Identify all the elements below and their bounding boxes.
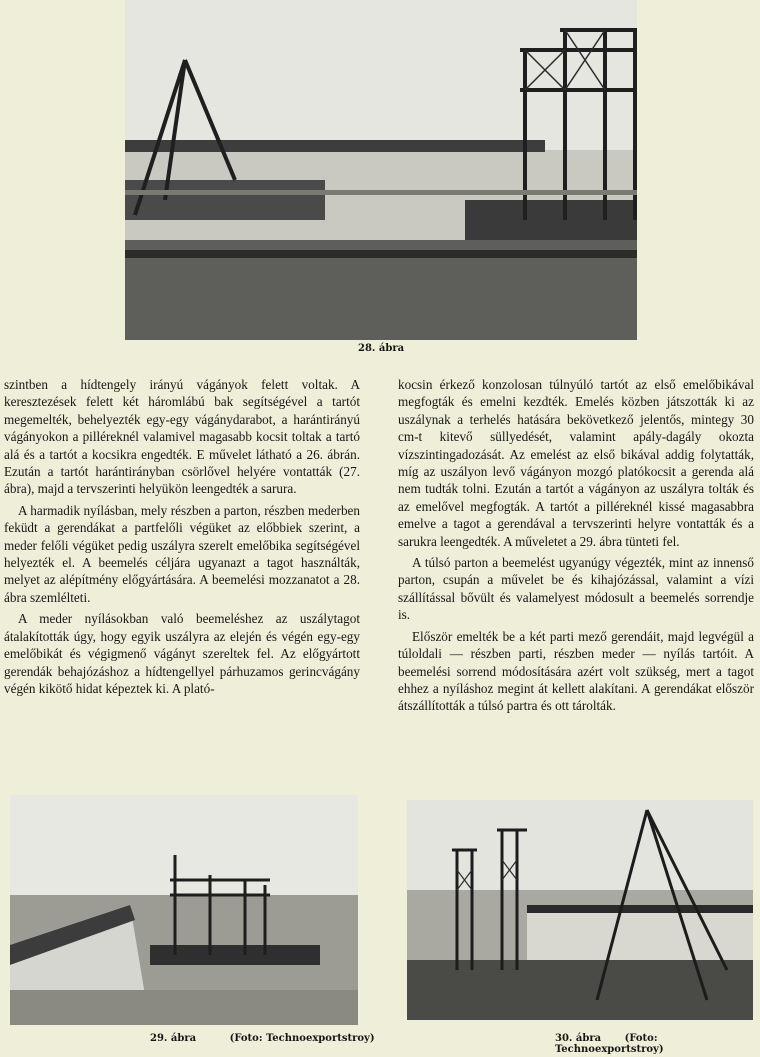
left-paragraph-1: szintben a hídtengely irányú vágányok felett voltak. A keresztezések felett két háromlábú bak segítségével a tartót megemelték, behelyezték egy-egy vágánydarabot, a harántirányú vágányokon a pilléreknél valamivel magasabb kocsit toltak a tartó alá és a tartót a kocsikra engedték. E művelet látható a 26. ábrán. Ezután a tartót harántirányban csörlővel helyére vontatták (27. ábra), majd a tervszerinti helyükön leengedték a sarura. [4,377,360,497]
right-text-column [398,376,754,715]
figure-30-caption [555,1033,760,1055]
left-text-column [4,376,360,697]
figure-29-caption [150,1033,375,1044]
figure-30-photo [407,800,753,1020]
figure-29-credit: (Foto: Technoexportstroy) [229,1033,375,1044]
figure-30-credit: (Foto: Technoexportstroy) [555,1033,664,1055]
figure-28-caption: 28. ábra [358,343,405,354]
figure-30-label: 30. ábra [555,1033,602,1044]
left-paragraph-3: A meder nyílásokban való beemeléshez az uszálytagot átalakították úgy, hogy egyik uszályra az elején és végén egy-egy emelőbikát és végigmenő vágányt szereltek fel. Az előgyártott gerendák behajózáshoz a hídtengellyel párhuzamos gerincvágány végén kikötő hidat képeztek ki. A plató- [4,611,360,696]
right-paragraph-3: Először emelték be a két parti mező gerendáit, majd legvégül a túloldali — részben parti, részben meder — nyílás tartóit. A beemelési sorrend módosítására azért volt szükség, mert a tagot ehhez a nyíláshoz megint át kellett alakítani. A gerendákat először átszállították a túlsó partra és ott tárolták. [398,628,754,714]
figure-29-label: 29. ábra [150,1033,197,1044]
figure-29-photo [10,795,358,1025]
right-paragraph-2: A túlsó parton a beemelést ugyanúgy végezték, mint az innenső parton, csupán a művelet be és kihajózással, valamint a vízi szállítással bővült és valamelyest módosult a beemelés sorrendje is. [398,555,754,623]
left-paragraph-2: A harmadik nyílásban, mely részben a parton, részben mederben feküdt a gerendákat a partfelőli végüket az előbbiek szerint, a meder felőli végüket pedig uszályra szerelt emelőbika segítségével helyezték el. A beemelés céljára ugyanazt a tagot használták, melyet az alépítmény előgyártására. A beemelési mozzanatot a 28. ábra szemlélteti. [4,502,360,605]
figure-28-photo [125,0,637,340]
right-paragraph-1: kocsin érkező konzolosan túlnyúló tartót az első emelőbikával megfogták és emelni kezdték. Emelés közben játszották ki az uszálynak a terhelés hatására bekövetkező jelentős, mintegy 30 cm-t kitevő süllyedését, valamint apály-dagály okozta vízszintingadozását. Az emelést az első bikával addig folytatták, míg az uszályon levő vágányon mozgó platókocsit a gerenda alá nem tudták tolni. Ezután a tartót a vágányon az uszályra tolták és az emelővel megfogták. A tartót a pilléreknél kissé magasabbra emelve a tagot a gerendával a tervszerinti helyre vontatták és a sarukra leengedték. A műveletet a 29. ábra tünteti fel. [398,377,754,549]
